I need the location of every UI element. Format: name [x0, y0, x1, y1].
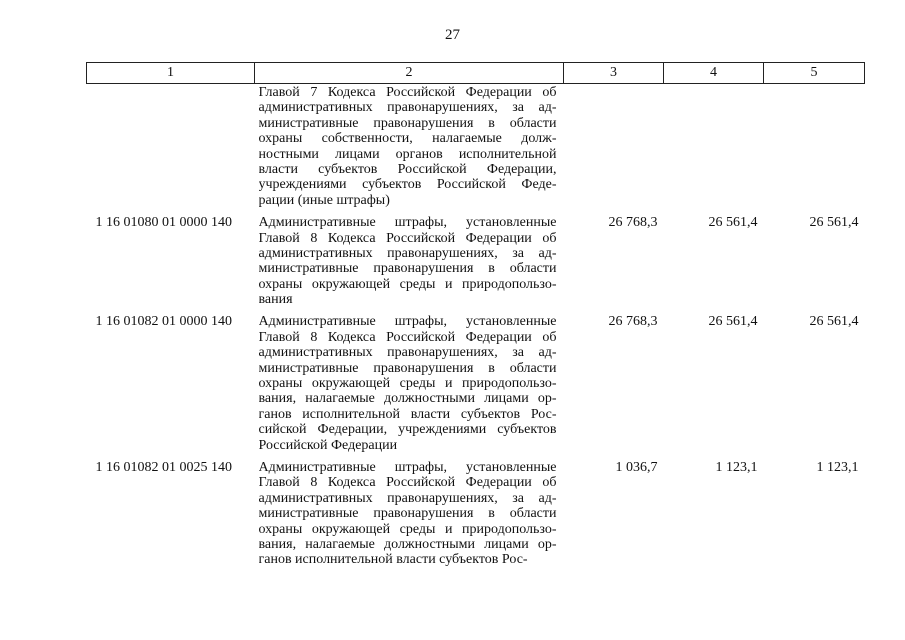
revenue-name-line: министративные правонарушения в области	[258, 360, 557, 376]
revenue-name-line: административных правонарушениях, за ад-	[258, 345, 557, 361]
revenue-name-line: вания	[258, 292, 293, 308]
revenue-code-cell: 1 16 01080 01 0000 140	[95, 215, 232, 231]
revenue-name-line: охраны окружающей среды и природопользо-	[258, 276, 557, 292]
amount-cell-column-5: 26 561,4	[809, 215, 859, 231]
revenue-name-line: министративные правонарушения в области	[258, 115, 557, 131]
revenue-name-line: Административные штрафы, установленные	[258, 215, 557, 231]
revenue-name-line: Российской Федерации	[258, 437, 398, 453]
revenue-name-line: учреждениями субъектов Российской Феде-	[258, 177, 557, 193]
table-body	[87, 84, 865, 571]
page-number: 27	[445, 27, 460, 43]
revenue-name-line: административных правонарушениях, за ад-	[258, 100, 557, 116]
revenue-code-cell: 1 16 01082 01 0025 140	[95, 459, 232, 475]
amount-cell-column-3	[564, 84, 664, 212]
amount-cell-column-4: 26 561,4	[708, 215, 758, 231]
amount-cell-column-4	[664, 84, 764, 212]
revenue-name-line: рации (иные штрафы)	[258, 192, 390, 208]
amount-cell-column-5: 1 123,1	[816, 459, 859, 475]
revenue-name-line: охраны собственности, налагаемые долж-	[258, 131, 557, 147]
revenue-name-line: административных правонарушениях, за ад-	[258, 490, 557, 506]
revenue-name-cell	[255, 310, 564, 456]
revenue-name-line: ганов исполнительной власти субъектов Рос-	[258, 552, 528, 568]
revenue-code-cell: 1 16 01082 01 0000 140	[95, 314, 232, 330]
revenue-name-line: Главой 8 Кодекса Российской Федерации об	[258, 230, 557, 246]
amount-cell-column-4: 26 561,4	[708, 314, 758, 330]
revenue-name-line: Главой 8 Кодекса Российской Федерации об	[258, 475, 557, 491]
table-row	[87, 456, 865, 571]
revenue-name-line: ностными лицами органов исполнительной	[258, 146, 557, 162]
revenue-name-line: министративные правонарушения в области	[258, 261, 557, 277]
revenue-name-cell	[255, 456, 564, 571]
revenue-name-line: вания, налагаемые должностными лицами ор-	[258, 391, 557, 407]
revenue-name-line: власти субъектов Российской Федерации,	[258, 161, 557, 177]
amount-cell-column-3: 26 768,3	[608, 314, 658, 330]
amount-cell-column-5: 26 561,4	[809, 314, 859, 330]
amount-cell-column-5	[764, 84, 865, 212]
revenue-name-line: сийской Федерации, учреждениями субъектов	[258, 422, 557, 438]
table-row	[87, 84, 865, 212]
amount-cell-column-3: 1 036,7	[615, 459, 658, 475]
revenue-name-line: охраны окружающей среды и природопользо-	[258, 521, 557, 537]
revenue-name-cell	[255, 84, 564, 212]
column-header-5: 5	[764, 63, 865, 84]
revenue-name-line: охраны окружающей среды и природопользо-	[258, 376, 557, 392]
table-row	[87, 310, 865, 456]
revenue-name-line: Административные штрафы, установленные	[258, 314, 557, 330]
column-header-1: 1	[87, 63, 255, 84]
amount-cell-column-3: 26 768,3	[608, 215, 658, 231]
revenue-name-line: Главой 8 Кодекса Российской Федерации об	[258, 329, 557, 345]
revenue-name-line: ганов исполнительной власти субъектов Рос-	[258, 406, 557, 422]
column-header-4: 4	[664, 63, 764, 84]
column-number-header-row	[87, 63, 865, 84]
column-header-3: 3	[564, 63, 664, 84]
revenue-name-line: министративные правонарушения в области	[258, 506, 557, 522]
revenue-name-line: вания, налагаемые должностными лицами ор-	[258, 536, 557, 552]
revenue-name-cell	[255, 211, 564, 310]
budget-revenue-table	[86, 62, 865, 571]
amount-cell-column-4: 1 123,1	[715, 459, 758, 475]
table-row	[87, 211, 865, 310]
revenue-name-line: административных правонарушениях, за ад-	[258, 245, 557, 261]
revenue-name-line: Административные штрафы, установленные	[258, 459, 557, 475]
revenue-code-cell	[87, 84, 255, 212]
column-header-2: 2	[255, 63, 564, 84]
revenue-name-line: Главой 7 Кодекса Российской Федерации об	[258, 85, 557, 100]
